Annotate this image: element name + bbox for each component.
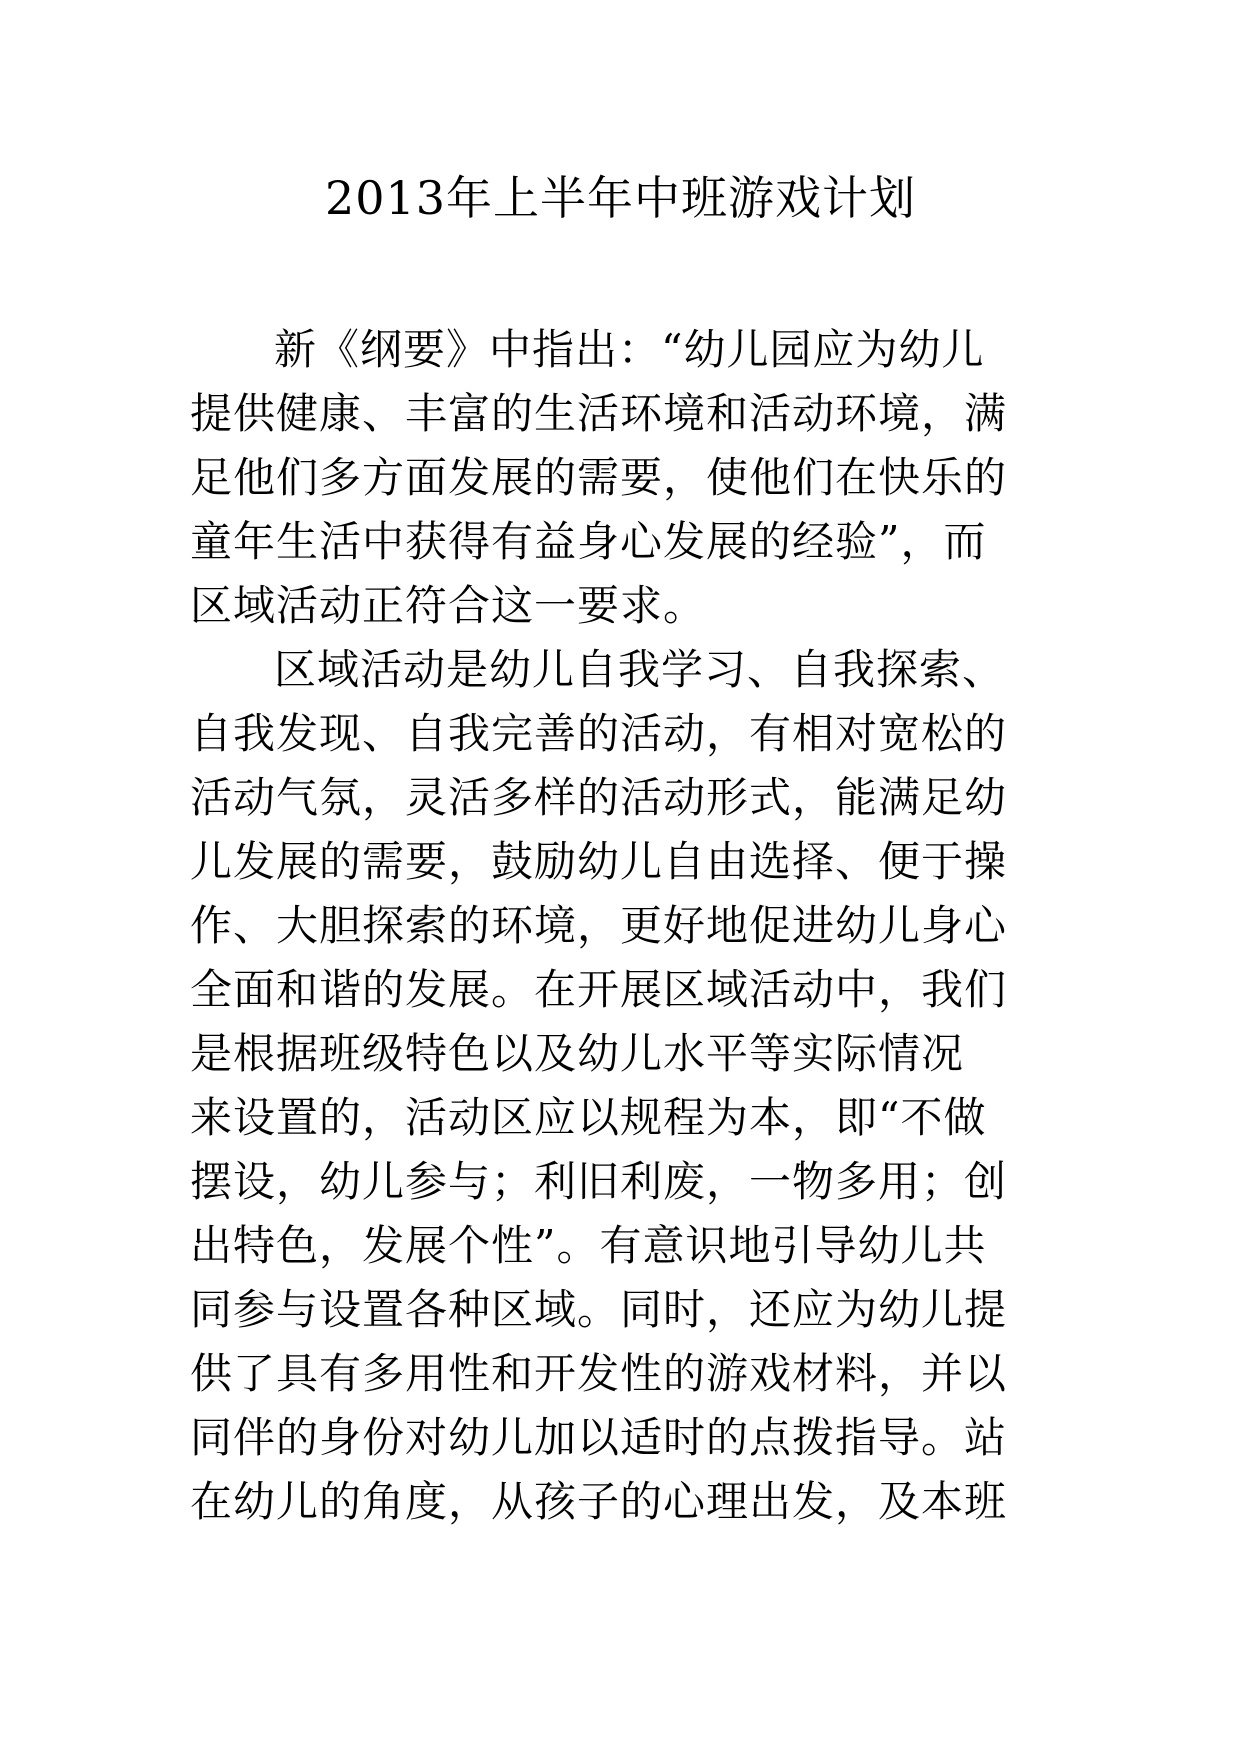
- text-line: 活动气氛，灵活多样的活动形式，能满足幼: [190, 773, 1008, 822]
- paragraph-1: [190, 318, 1090, 638]
- text-line: 提供健康、丰富的生活环境和活动环境，满: [190, 389, 1008, 438]
- text-line: 自我发现、自我完善的活动，有相对宽松的: [190, 709, 1008, 758]
- text-line: 童年生活中获得有益身心发展的经验”，而: [190, 517, 987, 566]
- text-line: 足他们多方面发展的需要，使他们在快乐的: [190, 453, 1008, 502]
- text-line: 新《纲要》中指出：“幼儿园应为幼儿: [274, 325, 985, 374]
- paragraph-2: [190, 638, 1090, 1534]
- text-line: 是根据班级特色以及幼儿水平等实际情况: [190, 1029, 965, 1078]
- text-line: 区域活动正符合这一要求。: [190, 581, 707, 630]
- document-body: [190, 318, 1090, 1534]
- text-line: 在幼儿的角度，从孩子的心理出发，及本班: [190, 1477, 1008, 1526]
- text-line: 区域活动是幼儿自我学习、自我探索、: [274, 645, 1006, 694]
- text-line: 同参与设置各种区域。同时，还应为幼儿提: [190, 1285, 1008, 1334]
- text-line: 儿发展的需要，鼓励幼儿自由选择、便于操: [190, 837, 1008, 886]
- text-line: 同伴的身份对幼儿加以适时的点拨指导。站: [190, 1413, 1008, 1462]
- text-line: 摆设，幼儿参与；利旧利废，一物多用；创: [190, 1157, 1008, 1206]
- text-line: 作、大胆探索的环境，更好地促进幼儿身心: [190, 901, 1008, 950]
- text-line: 供了具有多用性和开发性的游戏材料，并以: [190, 1349, 1008, 1398]
- document-title: 2013年上半年中班游戏计划: [324, 171, 917, 225]
- text-line: 全面和谐的发展。在开展区域活动中，我们: [190, 965, 1008, 1014]
- text-line: 出特色，发展个性”。有意识地引导幼儿共: [190, 1221, 987, 1270]
- text-line: 来设置的，活动区应以规程为本，即“不做: [190, 1093, 987, 1142]
